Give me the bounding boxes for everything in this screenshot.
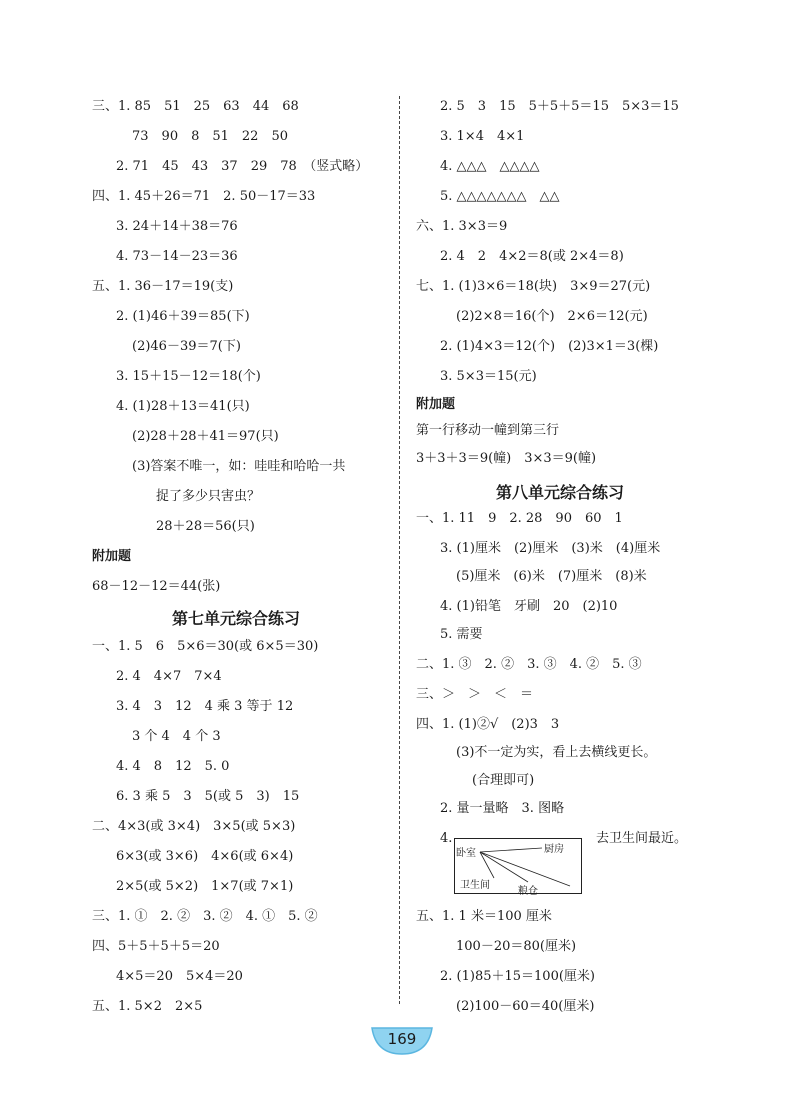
answer-line: 3. 24＋14＋38＝76 bbox=[116, 219, 238, 234]
answer-line: 五、1. 5×2 2×5 bbox=[92, 999, 203, 1014]
answer-line: 二、4×3(或 3×4) 3×5(或 5×3) bbox=[92, 819, 296, 834]
answer-line: 2. 4 2 4×2＝8(或 2×4＝8) bbox=[440, 249, 624, 264]
map-label-bathroom: 卫生间 bbox=[460, 880, 490, 891]
answer-line: 3＋3＋3＝9(幢) 3×3＝9(幢) bbox=[416, 451, 597, 466]
answer-line: 三、1. ① 2. ② 3. ② 4. ① 5. ② bbox=[92, 909, 318, 924]
answer-line: (2)46－39＝7(下) bbox=[132, 339, 241, 354]
answer-line: 五、1. 36－17＝19(支) bbox=[92, 279, 234, 294]
answer-line: 28＋28＝56(只) bbox=[156, 519, 255, 534]
answer-line: 5. △△△△△△△ △△ bbox=[440, 189, 560, 204]
answer-line: 6. 3 乘 5 3 5(或 5 3) 15 bbox=[116, 789, 300, 804]
answer-line: (合理即可) bbox=[472, 773, 535, 788]
answer-line: 100－20＝80(厘米) bbox=[456, 939, 577, 954]
answer-line: 四、1. 45＋26＝71 2. 50－17＝33 bbox=[92, 189, 316, 204]
answer-line: 三、1. 85 51 25 63 44 68 bbox=[92, 99, 299, 114]
answer-line: 3. (1)厘米 (2)厘米 (3)米 (4)厘米 bbox=[440, 541, 661, 556]
answer-line: 3. 4 3 12 4 乘 3 等于 12 bbox=[116, 699, 294, 714]
answer-line: 2. 5 3 15 5＋5＋5＝15 5×3＝15 bbox=[440, 99, 679, 114]
answer-line: 一、1. 5 6 5×6＝30(或 6×5＝30) bbox=[92, 639, 319, 654]
route-map-diagram bbox=[454, 838, 582, 897]
path-extra bbox=[480, 852, 570, 886]
path-to-kitchen bbox=[480, 848, 542, 852]
answer-line: 2. (1)46＋39＝85(下) bbox=[116, 309, 250, 324]
answer-line: (2)28＋28＋41＝97(只) bbox=[132, 429, 279, 444]
answer-line: (3)不一定为实，看上去横线更长。 bbox=[456, 745, 657, 760]
answer-line: 五、1. 1 米＝100 厘米 bbox=[416, 909, 552, 924]
unit8-heading: 第八单元综合练习 bbox=[496, 483, 625, 502]
answer-line: 六、1. 3×3＝9 bbox=[416, 219, 508, 234]
path-to-bathroom bbox=[480, 852, 494, 878]
answer-line: 2. (1)4×3＝12(个) (2)3×1＝3(棵) bbox=[440, 339, 659, 354]
answer-line: 捉了多少只害虫？ bbox=[156, 489, 261, 504]
answer-line: 四、5＋5＋5＋5＝20 bbox=[92, 939, 220, 954]
bonus-title: 附加题 bbox=[416, 397, 456, 412]
page-number: 169 bbox=[387, 1030, 417, 1048]
answer-line: (5)厘米 (6)米 (7)厘米 (8)米 bbox=[456, 569, 647, 584]
answer-line: 4. △△△ △△△△ bbox=[440, 159, 540, 174]
bonus-title: 附加题 bbox=[92, 549, 132, 564]
answer-line: 二、1. ③ 2. ② 3. ③ 4. ② 5. ③ bbox=[416, 657, 642, 672]
answer-line: 2. 量一量略 3. 图略 bbox=[440, 801, 565, 816]
map-label-granary: 粮仓 bbox=[518, 886, 538, 897]
answer-line: (2)100－60＝40(厘米) bbox=[456, 999, 595, 1014]
answer-line: 三、＞ ＞ ＜ ＝ bbox=[416, 687, 534, 702]
answer-line: 68－12－12＝44(张) bbox=[92, 579, 221, 594]
answer-line: 2. 4 4×7 7×4 bbox=[116, 669, 222, 684]
answer-line: (3)答案不唯一，如：哇哇和哈哈一共 bbox=[132, 459, 346, 474]
answer-line: 七、1. (1)3×6＝18(块) 3×9＝27(元) bbox=[416, 279, 651, 294]
answer-line: 去卫生间最近。 bbox=[596, 831, 688, 846]
page-number-badge bbox=[370, 1026, 434, 1056]
answer-line: 3. 1×4 4×1 bbox=[440, 129, 525, 144]
map-label-kitchen: 厨房 bbox=[544, 844, 564, 855]
answer-line: 一、1. 11 9 2. 28 90 60 1 bbox=[416, 511, 623, 526]
answer-line: 3 个 4 4 个 3 bbox=[132, 729, 221, 744]
answer-line: 四、1. (1)②√ (2)3 3 bbox=[416, 717, 560, 732]
answer-line: 2. (1)85＋15＝100(厘米) bbox=[440, 969, 595, 984]
answer-line: 4. 73－14－23＝36 bbox=[116, 249, 238, 264]
answer-line: 4. (1)28＋13＝41(只) bbox=[116, 399, 250, 414]
answer-line: 2. 71 45 43 37 29 78 （竖式略） bbox=[116, 159, 369, 174]
answer-line: 73 90 8 51 22 50 bbox=[132, 129, 288, 144]
answer-line: (2)2×8＝16(个) 2×6＝12(元) bbox=[456, 309, 648, 324]
answer-line: 3. 5×3＝15(元) bbox=[440, 369, 537, 384]
answer-line: 6×3(或 3×6) 4×6(或 6×4) bbox=[116, 849, 294, 864]
answer-line: 第一行移动一幢到第三行 bbox=[416, 423, 560, 438]
answer-line: 5. 需要 bbox=[440, 627, 483, 642]
map-label-bedroom: 卧室 bbox=[456, 848, 476, 859]
answer-line: 4. bbox=[440, 831, 453, 846]
answer-line: 4×5＝20 5×4＝20 bbox=[116, 969, 243, 984]
column-divider bbox=[399, 96, 400, 1004]
answer-line: 3. 15＋15－12＝18(个) bbox=[116, 369, 261, 384]
answer-line: 4. 4 8 12 5. 0 bbox=[116, 759, 230, 774]
answer-line: 4. (1)铅笔 牙刷 20 (2)10 bbox=[440, 599, 618, 614]
unit7-heading: 第七单元综合练习 bbox=[172, 609, 301, 628]
answer-line: 2×5(或 5×2) 1×7(或 7×1) bbox=[116, 879, 294, 894]
